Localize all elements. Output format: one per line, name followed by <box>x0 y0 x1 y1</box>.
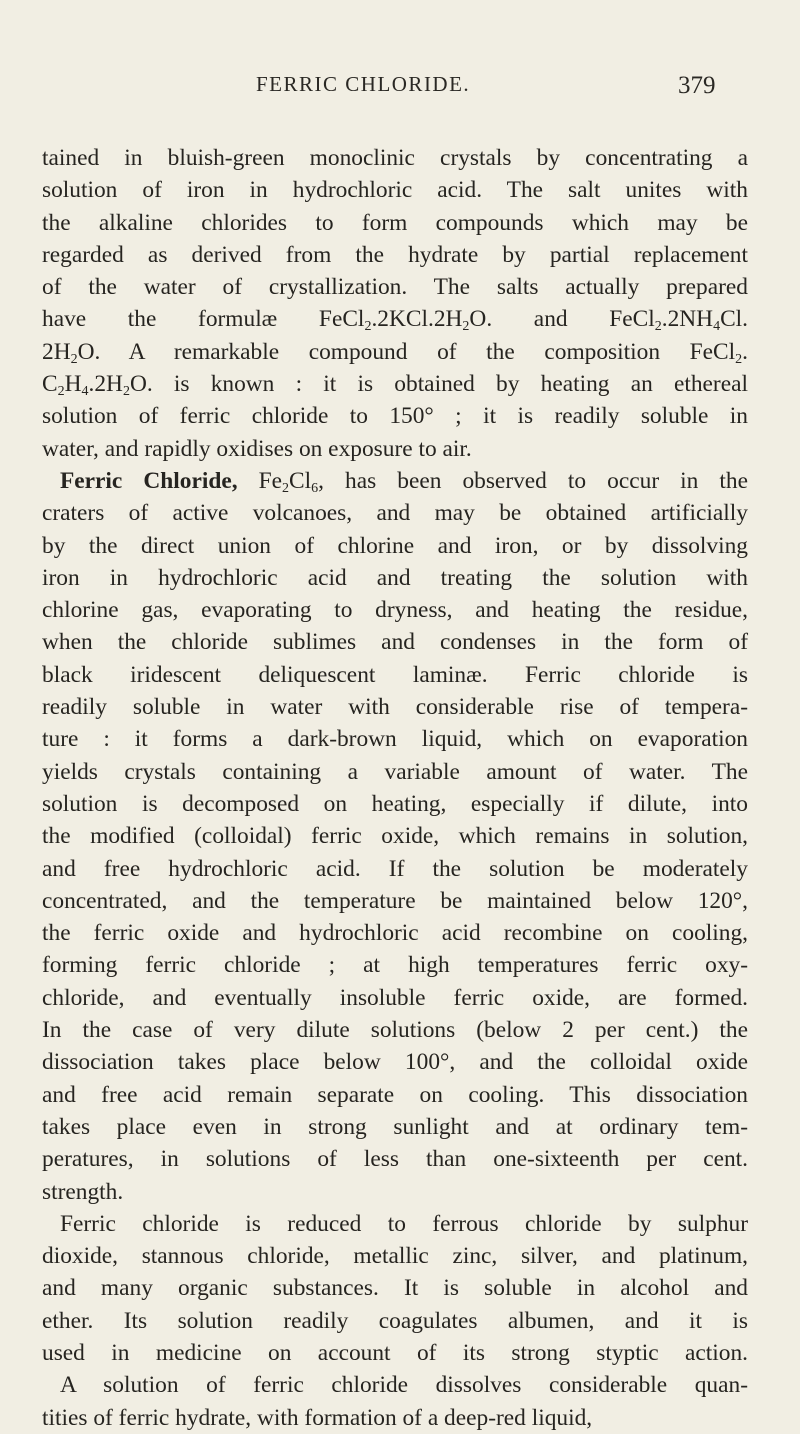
text-line: used in medicine on account of its strong styptic action. <box>42 1339 748 1366</box>
text-line: forming ferric chloride ; at high temperatures ferric oxy- <box>42 952 748 979</box>
text-line: yields crystals containing a variable amount of water. The <box>42 758 748 785</box>
text-line: and free acid remain separate on cooling. This dissociation <box>42 1081 748 1108</box>
text-line: water, and rapidly oxidises on exposure to air. <box>42 435 472 462</box>
text-line: Ferric chloride is reduced to ferrous chloride by sulphur <box>60 1210 748 1237</box>
text-line: the modified (colloidal) ferric oxide, which remains in solution, <box>42 823 748 850</box>
text-line: $C_2H_4.2H_2O$. is known : it is obtained by heating an ethereal <box>42 371 748 400</box>
text-line: $2H_2O$. A remarkable compound of the composition FeCl$_2$. <box>42 338 748 367</box>
running-title: FERRIC CHLORIDE. <box>256 72 471 96</box>
text-line: chlorine gas, evaporating to dryness, and heating the residue, <box>42 597 748 624</box>
text-line: when the chloride sublimes and condenses in the form of <box>42 629 748 656</box>
text-line: concentrated, and the temperature be maintained below 120°, <box>42 887 748 914</box>
text-line: dioxide, stannous chloride, metallic zinc, silver, and platinum, <box>42 1243 748 1270</box>
text-line: and free hydrochloric acid. If the solution be moderately <box>42 855 748 882</box>
text-line: chloride, and eventually insoluble ferric oxide, are formed. <box>42 984 748 1011</box>
text-line: takes place even in strong sunlight and at ordinary tem- <box>42 1113 748 1140</box>
text-line: regarded as derived from the hydrate by partial replacement <box>42 241 748 268</box>
text-line: In the case of very dilute solutions (below 2 per cent.) the <box>42 1017 748 1044</box>
text-line: peratures, in solutions of less than one-sixteenth per cent. <box>42 1146 748 1173</box>
text-line: black iridescent deliquescent laminæ. Ferric chloride is <box>42 661 748 688</box>
text-line: ture : it forms a dark-brown liquid, which on evaporation <box>42 726 748 753</box>
text-line: tities of ferric hydrate, with formation of a deep-red liquid, <box>42 1404 593 1431</box>
text-line: readily soluble in water with considerable rise of tempera- <box>42 694 748 721</box>
text-line: of the water of crystallization. The salts actually prepared <box>42 274 748 301</box>
text-line: have the formulæ $FeCl_2.2KCl.2H_2O$. and $FeCl_2.2NH_4Cl$. <box>42 306 749 335</box>
text-line: solution of iron in hydrochloric acid. The salt unites with <box>42 177 748 204</box>
text-line: ether. Its solution readily coagulates albumen, and it is <box>42 1307 748 1334</box>
text-line: solution is decomposed on heating, especially if dilute, into <box>42 790 748 817</box>
text-line: iron in hydrochloric acid and treating the solution with <box>42 564 748 591</box>
text-line: dissociation takes place below 100°, and the colloidal oxide <box>42 1049 748 1076</box>
text-line: the ferric oxide and hydrochloric acid recombine on cooling, <box>42 920 748 947</box>
text-line: strength. <box>42 1178 124 1205</box>
text-line: and many organic substances. It is soluble in alcohol and <box>42 1275 748 1302</box>
text-line: by the direct union of chlorine and iron, or by dissolving <box>42 532 748 559</box>
text-line: craters of active volcanoes, and may be obtained artificially <box>42 500 748 527</box>
text-line: Ferric Chloride, $Fe_2Cl_6$, has been observed to occur in the <box>60 467 748 496</box>
text-line: tained in bluish-green monoclinic crystals by concentrating a <box>42 145 748 171</box>
text-line: A solution of ferric chloride dissolves considerable quan- <box>60 1372 748 1399</box>
text-line: the alkaline chlorides to form compounds which may be <box>42 209 748 236</box>
text-line: solution of ferric chloride to 150° ; it is readily soluble in <box>42 403 748 430</box>
page-number: 379 <box>678 72 716 99</box>
body-text <box>42 142 748 1434</box>
